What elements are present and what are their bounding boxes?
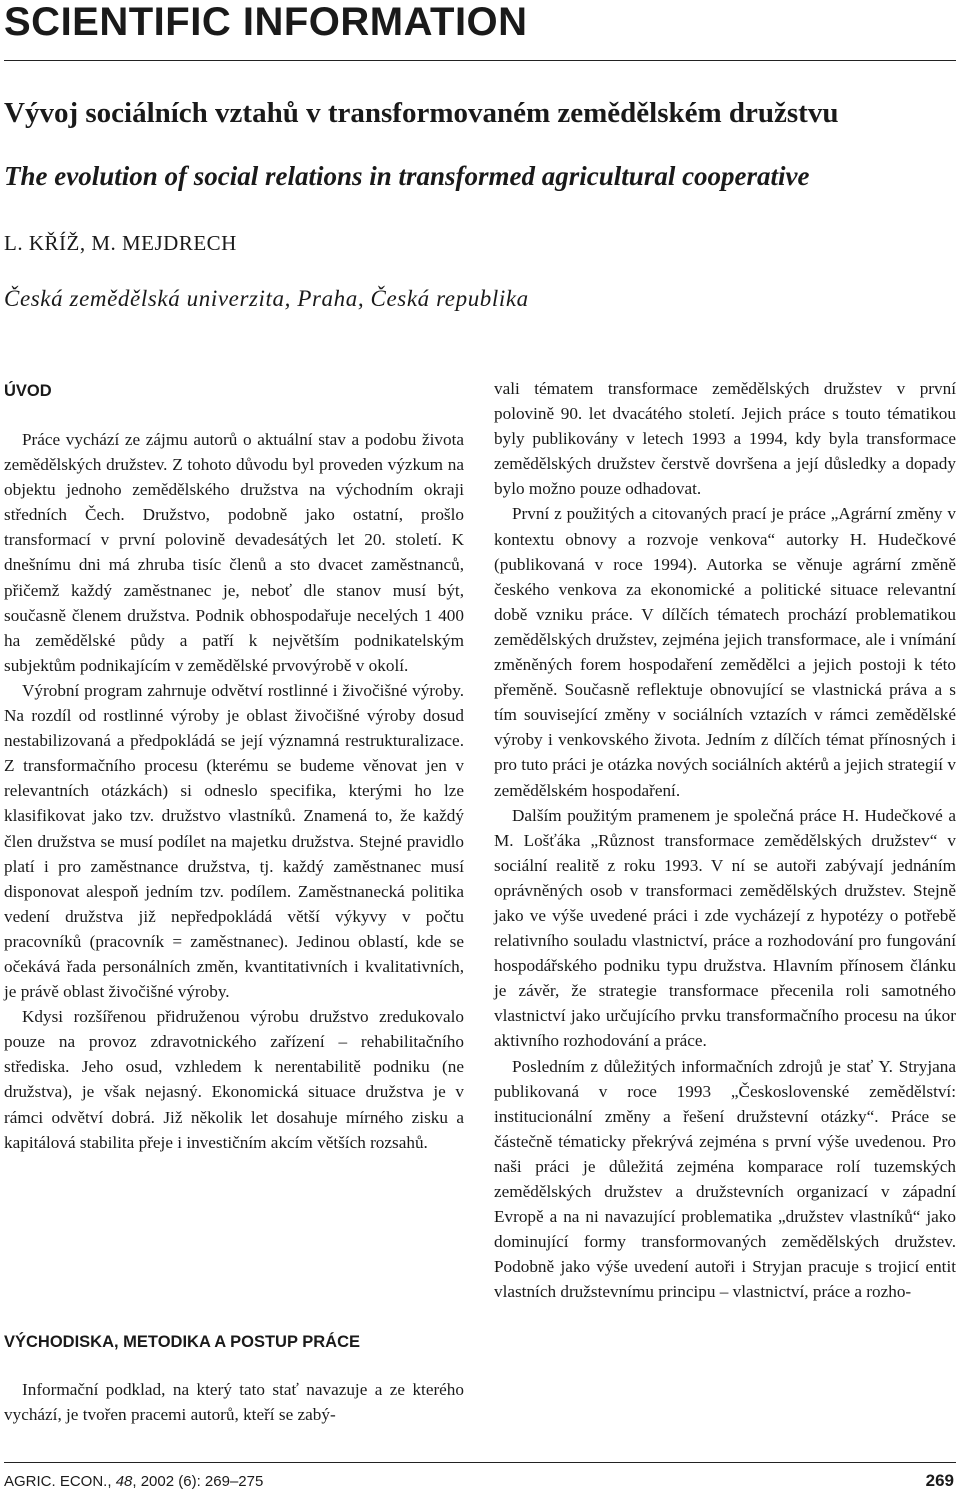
article-title-czech: Vývoj sociálních vztahů v transformovaném zemědělském družstvu bbox=[4, 97, 839, 129]
heading-intro: ÚVOD bbox=[4, 382, 52, 400]
journal-issue-pages: , 2002 (6): 269–275 bbox=[132, 1473, 264, 1490]
intro-paragraph-1: Práce vychází ze zájmu autorů o aktuální stav a podobu života zemědělských družstev. Z tohoto důvodu byl proveden výzkum na objektu jednoho zemědělského družstva na východním okraji středních Čech. Družstvo, podobně jako ostatní, prošlo transformací v první polovině devadesátých let 20. století. K dnešnímu dni má zhruba tisíc členů a sto dvacet zaměstnanců, přičemž každý zaměstnanec je, neboť dle stanov musí být, současně členem družstva. Podnik obhospodařuje necelých 1 400 ha zemědělské půdy a patří k největším podnikatelským subjektům podnikajícím v zemědělské prvovýrobě v okolí. bbox=[4, 430, 464, 675]
page-number: 269 bbox=[925, 1471, 954, 1490]
bottom-divider bbox=[4, 1462, 956, 1463]
intro-paragraph-3: Kdysi rozšířenou přidruženou výrobu družstvo zredukovalo pouze na provoz zdravotnického zařízení – rehabilitačního střediska. Jeho osud, vzhledem k nerentabilitě podniku (ne družstva), je však nejasný. Ekonomická situace družstva je v rámci odvětví dobrá. Již několik let dosahuje mírného zisku a kapitálová stabilita přeje i investičním akcím větších rozsahů. bbox=[4, 1007, 464, 1152]
journal-volume: 48 bbox=[115, 1473, 133, 1490]
right-paragraph-3: Dalším použitým pramenem je společná práce H. Hudečkové a M. Lošťáka „Různost transformace zemědělských družstev“ v sociální realitě z roku 1993. V ní se autoři zabývají jednáním oprávněných osob v transformaci zemědělských družstev. Stejně jako ve výše uvedené práci i zde vycházejí z hypotézy o potřebě relativního souladu vlastnictví, práce a rozhodování pro fungování hospodářského podniku typu družstva. Hlavním přínosem článku je závěr, že strategie transformace přecenila roli samotného vlastnictví jako určujícího prvku transformačního procesu na úkor aktivního rozhodování a práce. bbox=[494, 805, 956, 1051]
journal-name: AGRIC. ECON., bbox=[4, 1473, 116, 1490]
article-authors: L. KŘÍŽ, M. MEJDRECH bbox=[4, 231, 237, 255]
section-title: SCIENTIFIC INFORMATION bbox=[4, 0, 528, 44]
intro-paragraph-2: Výrobní program zahrnuje odvětví rostlinné i živočišné výroby. Na rozdíl od rostlinné výroby je oblast živočišné výroby dosud nestabilizovaná a předpokládá se její významná restrukturalizace. Z transformačního procesu (kterému se budeme věnovat jen v relevantních otázkách) si odneslo specifika, kterými ho lze klasifikovat jako tzv. družstvo vlastníků. Znamená to, že každý člen družstva se musí podílet na majetku družstva. Stejné pravidlo platí i pro zaměstnance družstva, tj. každý zaměstnanec musí disponovat alespoň jedním tzv. podílem. Zaměstnanecká politika vedení družstva již nepředpokládá větší výkyvy v počtu pracovníků (pracovník = zaměstnanec). Jedinou oblastí, kde se očekává řada personálních změn, kvantitativních i kvalitativních, je právě oblast živočišné výroby. bbox=[4, 680, 464, 1002]
methods-paragraph-1: Informační podklad, na který tato stať navazuje a ze kterého vychází, je tvořen pracemi autorů, kteří se zabý- bbox=[4, 1380, 464, 1425]
heading-methods: VÝCHODISKA, METODIKA A POSTUP PRÁCE bbox=[4, 1333, 361, 1351]
author-affiliation: Česká zemědělská univerzita, Praha, Česká republika bbox=[4, 286, 529, 311]
top-divider bbox=[4, 60, 956, 61]
right-paragraph-4: Posledním z důležitých informačních zdrojů je stať Y. Stryjana publikovaná v roce 1993 „Československé zemědělství: institucionální změny a řešení družstevní otázky“. Práce se částečně tématicky překrývá zejména s první výše uvedenou. Pro naši práci je důležitá zejména komparace rolí tuzemských zemědělských družstev a družstevních organizací v západní Evropě a na ni navazující problematika „družstev vlastníků“ jako dominující formy transformovaných zemědělských družstev. Podobně jako výše uvedení autoři i Stryjan pracuje s trojicí entit vlastních družstevnímu principu – vlastnictví, práce a rozho- bbox=[494, 1056, 956, 1302]
right-paragraph-2: První z použitých a citovaných prací je práce „Agrární změny v kontextu obnovy a rozvoje venkova“ autorky H. Hudečkové (publikovaná v roce 1994). Autorka se věnuje agrární změně českého venkova za ekonomické a politické situace relevantní době vzniku práce. V dílčích tématech prochází problematikou zemědělských družstev, zejména jejich transformace, ale i vnímání změněných forem hospodaření zemědělci a jejich postoji k této přeměně. Současně reflektuje obnovující se vlastnická práva a s tím související změny v sociálních vztazích v rámci zemědělské výroby i venkovského života. Jedním z dílčích témat přínosných i pro tuto práci je otázka nových sociálních aktérů a jejich strategií v zemědělském hospodaření. bbox=[494, 504, 956, 800]
methods-section bbox=[4, 1377, 464, 1427]
right-paragraph-1: vali tématem transformace zemědělských družstev v první polovině 90. let dvacátého století. Jejich práce s touto tématikou byly publikovány v letech 1993 a 1994, kdy byla transformace zemědělských družstev čerstvě dovršena a její důsledky a dopady bylo možno pouze odhadovat. bbox=[494, 379, 956, 499]
journal-citation bbox=[4, 1472, 263, 1492]
article-title-english: The evolution of social relations in transformed agricultural cooperative bbox=[4, 161, 810, 191]
right-column bbox=[494, 376, 956, 1304]
intro-section bbox=[4, 427, 464, 1155]
